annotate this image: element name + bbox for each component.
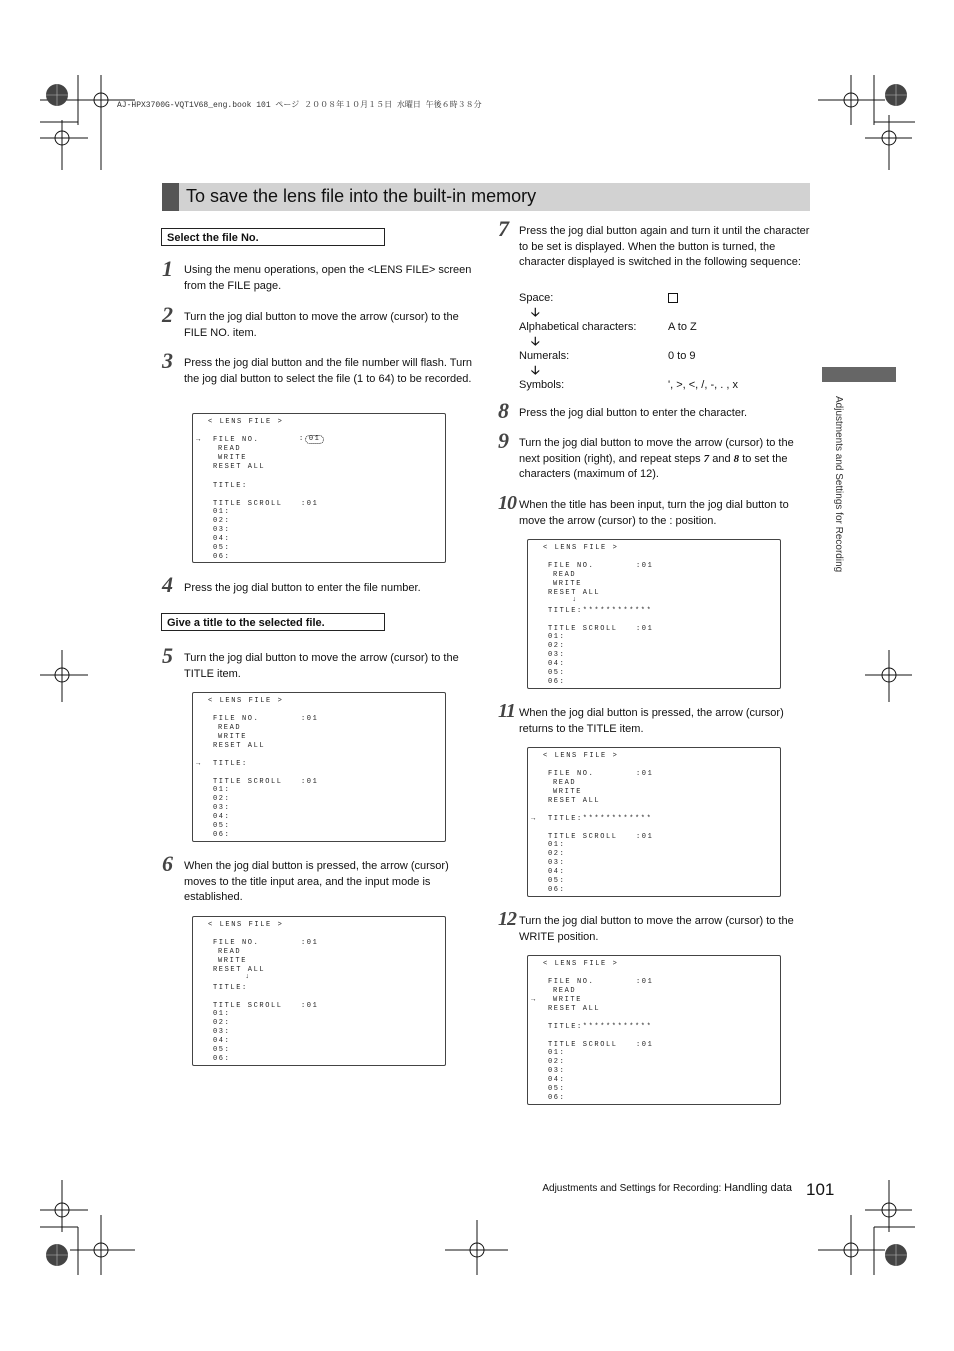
step-text: When the jog dial button is pressed, the arrow (cursor) returns to the TITLE item. — [519, 707, 784, 735]
arrow-down-icon: 🡣 — [531, 363, 540, 377]
step-number: 3 — [162, 348, 173, 373]
cursor-arrow: → — [531, 996, 537, 1004]
row-02: 02: — [548, 1058, 566, 1066]
row-03: 03: — [548, 651, 566, 659]
title-item: TITLE: — [213, 482, 248, 490]
lens-file-screen-2 — [192, 692, 446, 842]
reset-all-item: RESET ALL — [213, 742, 266, 750]
row-04: 04: — [213, 813, 231, 821]
write-item: WRITE — [553, 996, 583, 1004]
reset-all-item: RESET ALL — [213, 463, 266, 471]
step-number: 5 — [162, 643, 173, 668]
row-05: 05: — [213, 822, 231, 830]
title-accent-block — [162, 183, 179, 211]
title-scroll-label: TITLE SCROLL — [548, 1041, 618, 1049]
file-no-label: FILE NO. — [548, 562, 595, 570]
screen-header: < LENS FILE > — [543, 544, 619, 552]
lens-file-screen-4 — [527, 539, 781, 689]
step-text: Using the menu operations, open the <LENS FILE> screen from the FILE page. — [184, 264, 472, 292]
footer-subsection: Handling data — [724, 1182, 792, 1194]
file-no-label: FILE NO. — [548, 978, 595, 986]
row-03: 03: — [548, 1067, 566, 1075]
space-box-icon — [668, 293, 678, 303]
cursor-arrow: → — [196, 760, 202, 768]
sequence-value-alpha: A to Z — [668, 321, 697, 333]
row-05: 05: — [548, 877, 566, 885]
row-03: 03: — [213, 804, 231, 812]
row-04: 04: — [213, 535, 231, 543]
file-no-value: : 01 — [299, 435, 324, 444]
step-number: 4 — [162, 572, 173, 597]
step-number: 12 — [498, 908, 516, 930]
row-05: 05: — [548, 1085, 566, 1093]
row-04: 04: — [548, 660, 566, 668]
row-02: 02: — [548, 642, 566, 650]
step-number: 7 — [498, 216, 509, 241]
down-cursor-arrow: ↓ — [245, 973, 251, 981]
down-cursor-arrow: ↓ — [572, 596, 578, 604]
step-text: Press the jog dial button to enter the file number. — [184, 582, 421, 594]
arrow-down-icon: 🡣 — [531, 305, 540, 319]
title-scroll-label: TITLE SCROLL — [548, 833, 618, 841]
file-no-value: :01 — [301, 939, 319, 947]
title-scroll-value: :01 — [301, 778, 319, 786]
step-text: Press the jog dial button and the file number will flash. Turn the jog dial button to select the file (1 to 64) to be recorded. — [184, 357, 472, 385]
row-04: 04: — [548, 868, 566, 876]
page-number: 101 — [806, 1180, 835, 1199]
reset-all-item: RESET ALL — [213, 966, 266, 974]
title-item: TITLE: — [213, 984, 248, 992]
read-item: READ — [218, 724, 242, 732]
row-01: 01: — [213, 786, 231, 794]
book-file-header: AJ-HPX3700G-VQT1V68_eng.book 101 ページ ２００８年１０月１５日 水曜日 午後６時３８分 — [117, 101, 482, 110]
step-text: Turn the jog dial button to move the arrow (cursor) to the FILE NO. item. — [184, 311, 459, 339]
row-02: 02: — [213, 1019, 231, 1027]
screen-header: < LENS FILE > — [543, 960, 619, 968]
title-item: TITLE: — [213, 760, 248, 768]
row-01: 01: — [213, 508, 231, 516]
step-text: Press the jog dial button again and turn it until the character to be set is displayed. When the button is turned, the character displayed is switched in the following sequence: — [519, 225, 810, 268]
lens-file-screen-5 — [527, 747, 781, 897]
subhead-select-file: Select the file No. — [161, 228, 385, 246]
row-05: 05: — [213, 544, 231, 552]
sequence-label-space: Space: — [519, 292, 554, 304]
lens-file-screen-6 — [527, 955, 781, 1105]
file-no-value: :01 — [636, 770, 654, 778]
title-scroll-value: :01 — [636, 833, 654, 841]
write-item: WRITE — [553, 788, 583, 796]
sequence-value-symbols: ', >, <, /, -, . , x — [668, 379, 738, 391]
title-item: TITLE:************ — [548, 607, 653, 615]
row-06: 06: — [213, 831, 231, 839]
step-number: 10 — [498, 492, 516, 514]
space-glyph — [668, 292, 678, 304]
read-item: READ — [553, 571, 577, 579]
blinking-value: 01 — [305, 435, 325, 444]
file-no-label: FILE NO. — [213, 939, 260, 947]
section-title: To save the lens file into the built-in memory — [186, 186, 537, 206]
lens-file-screen-3 — [192, 916, 446, 1066]
read-item: READ — [553, 987, 577, 995]
row-06: 06: — [213, 553, 231, 561]
step-text: When the jog dial button is pressed, the arrow (cursor) moves to the title input area, and the input mode is established. — [184, 860, 449, 903]
title-scroll-value: :01 — [301, 500, 319, 508]
title-scroll-label: TITLE SCROLL — [213, 778, 283, 786]
write-item: WRITE — [218, 957, 248, 965]
write-item: WRITE — [553, 580, 583, 588]
cursor-arrow: → — [196, 436, 202, 444]
file-no-value: :01 — [636, 562, 654, 570]
row-01: 01: — [548, 841, 566, 849]
title-scroll-label: TITLE SCROLL — [213, 500, 283, 508]
write-item: WRITE — [218, 733, 248, 741]
file-no-value: :01 — [636, 978, 654, 986]
section-title-bar — [162, 183, 810, 211]
row-01: 01: — [548, 633, 566, 641]
chapter-tab-marker — [822, 367, 896, 382]
step-text: Turn the jog dial button to move the arrow (cursor) to the WRITE position. — [519, 915, 794, 943]
subhead-give-title: Give a title to the selected file. — [161, 613, 385, 631]
title-scroll-label: TITLE SCROLL — [548, 625, 618, 633]
reset-all-item: RESET ALL — [548, 589, 601, 597]
step-text: Press the jog dial button to enter the character. — [519, 407, 748, 419]
step-text: When the title has been input, turn the jog dial button to move the arrow (cursor) to the : position. — [519, 499, 789, 527]
cursor-arrow: → — [531, 815, 537, 823]
step-text: Turn the jog dial button to move the arrow (cursor) to the TITLE item. — [184, 652, 459, 680]
file-no-label: FILE NO. — [213, 715, 260, 723]
row-06: 06: — [548, 886, 566, 894]
character-sequence — [519, 292, 779, 402]
title-scroll-label: TITLE SCROLL — [213, 1002, 283, 1010]
screen-header: < LENS FILE > — [208, 697, 284, 705]
row-06: 06: — [548, 678, 566, 686]
read-item: READ — [218, 948, 242, 956]
title-item: TITLE:************ — [548, 1023, 653, 1031]
file-no-label: FILE NO. — [548, 770, 595, 778]
row-04: 04: — [213, 1037, 231, 1045]
sequence-label-alpha: Alphabetical characters: — [519, 321, 637, 333]
row-02: 02: — [548, 850, 566, 858]
write-item: WRITE — [218, 454, 248, 462]
chapter-tab-label: Adjustments and Settings for Recording — [833, 396, 844, 573]
row-06: 06: — [548, 1094, 566, 1102]
read-item: READ — [218, 445, 242, 453]
row-04: 04: — [548, 1076, 566, 1084]
row-01: 01: — [548, 1049, 566, 1057]
read-item: READ — [553, 779, 577, 787]
step-text: Turn the jog dial button to move the arrow (cursor) to the next position (right), and repeat steps 7 and 8 to set the characters (maximum of 12). — [519, 437, 794, 480]
row-03: 03: — [213, 526, 231, 534]
reset-all-item: RESET ALL — [548, 797, 601, 805]
footer-section: Adjustments and Settings for Recording: — [542, 1183, 722, 1194]
page-footer — [542, 1182, 792, 1194]
row-02: 02: — [213, 795, 231, 803]
step-number: 11 — [498, 700, 515, 722]
step-number: 1 — [162, 256, 173, 281]
row-02: 02: — [213, 517, 231, 525]
title-item: TITLE:************ — [548, 815, 653, 823]
screen-header: < LENS FILE > — [543, 752, 619, 760]
lens-file-screen-1 — [192, 413, 446, 563]
title-scroll-value: :01 — [636, 1041, 654, 1049]
row-03: 03: — [548, 859, 566, 867]
step-number: 8 — [498, 398, 509, 423]
file-no-value: :01 — [301, 715, 319, 723]
row-06: 06: — [213, 1055, 231, 1063]
title-scroll-value: :01 — [301, 1002, 319, 1010]
row-03: 03: — [213, 1028, 231, 1036]
row-01: 01: — [213, 1010, 231, 1018]
reset-all-item: RESET ALL — [548, 1005, 601, 1013]
screen-header: < LENS FILE > — [208, 418, 284, 426]
screen-header: < LENS FILE > — [208, 921, 284, 929]
file-no-label: FILE NO. — [213, 436, 260, 444]
title-scroll-value: :01 — [636, 625, 654, 633]
arrow-down-icon: 🡣 — [531, 334, 540, 348]
step-number: 9 — [498, 428, 509, 453]
step-number: 6 — [162, 851, 173, 876]
row-05: 05: — [548, 669, 566, 677]
sequence-label-numerals: Numerals: — [519, 350, 570, 362]
sequence-label-symbols: Symbols: — [519, 379, 565, 391]
step-number: 2 — [162, 302, 173, 327]
row-05: 05: — [213, 1046, 231, 1054]
sequence-value-numerals: 0 to 9 — [668, 350, 696, 362]
